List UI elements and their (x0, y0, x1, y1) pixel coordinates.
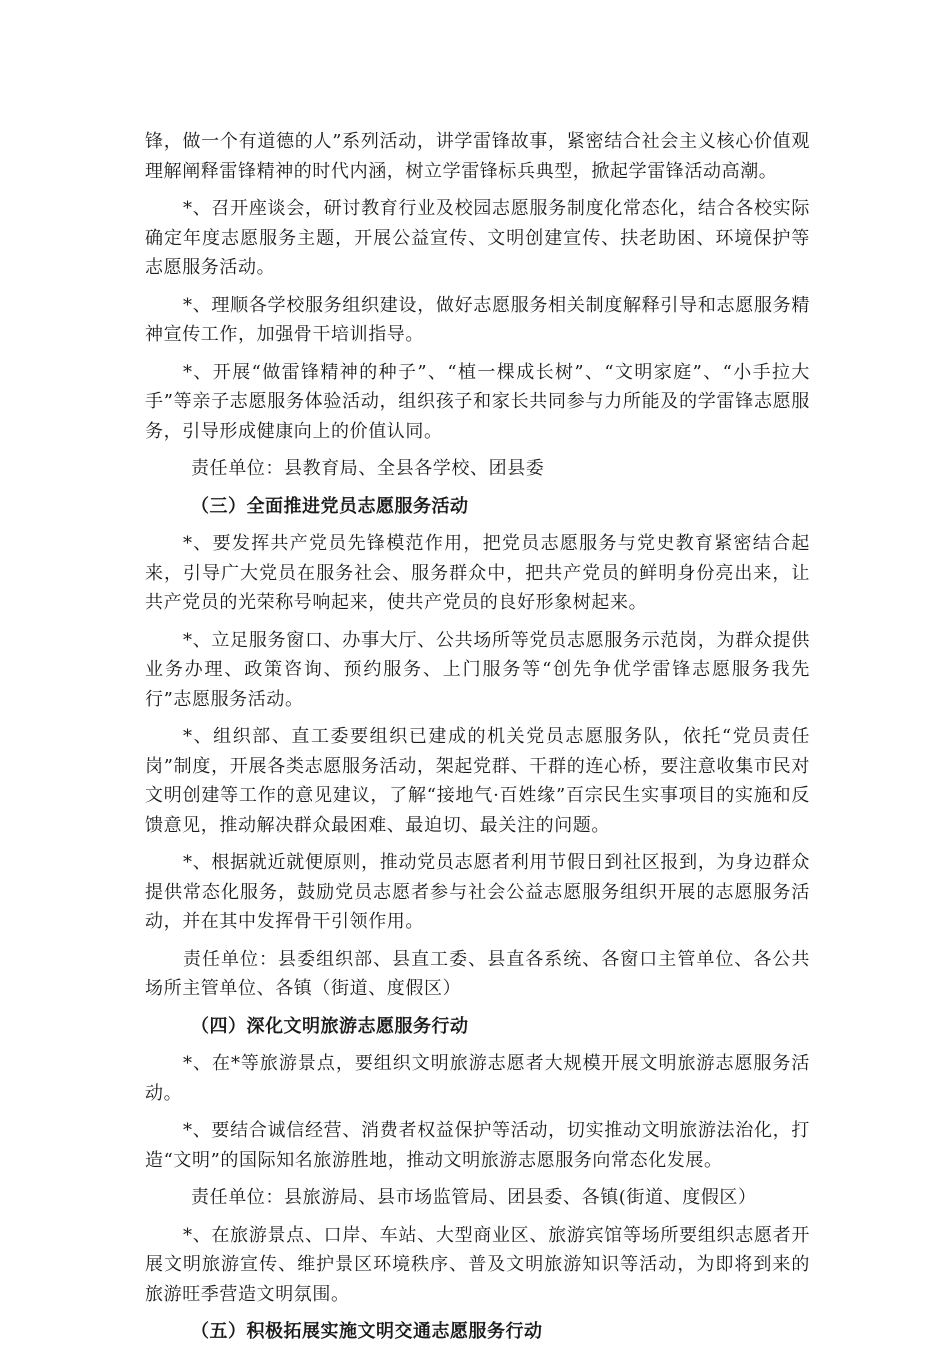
document-body (145, 127, 810, 1355)
paragraph: 锋，做一个有道德的人”系列活动，讲学雷锋故事，紧密结合社会主义核心价值观理解阐释雷锋精神的时代内涵，树立学雷锋标兵典型，掀起学雷锋活动高潮。 (145, 131, 810, 182)
paragraph: *、要结合诚信经营、消费者权益保护等活动，切实推动文明旅游法治化，打造“文明”的国际知名旅游胜地，推动文明旅游志愿服务向常态化发展。 (145, 1120, 810, 1171)
paragraph: *、要发挥共产党员先锋模范作用，把党员志愿服务与党史教育紧密结合起来，引导广大党员在服务社会、服务群众中，把共产党员的鲜明身份亮出来，让共产党员的光荣称号响起来，使共产党员的良好形象树起来。 (145, 533, 810, 613)
section-heading: （三）全面推进党员志愿服务活动 (191, 495, 469, 517)
paragraph: *、召开座谈会，研讨教育行业及校园志愿服务制度化常态化，结合各校实际确定年度志愿服务主题，开展公益宣传、文明创建宣传、扶老助困、环境保护等志愿服务活动。 (145, 198, 810, 278)
responsible-units: 责任单位：县教育局、全县各学校、团县委 (191, 458, 545, 479)
responsible-units: 责任单位：县旅游局、县市场监管局、团县委、各镇(街道、度假区） (191, 1187, 757, 1208)
paragraph: *、根据就近就便原则，推动党员志愿者利用节假日到社区报到，为身边群众提供常态化服务，鼓励党员志愿者参与社会公益志愿服务组织开展的志愿服务活动，并在其中发挥骨干引领作用。 (145, 852, 810, 932)
paragraph: *、在*等旅游景点，要组织文明旅游志愿者大规模开展文明旅游志愿服务活动。 (145, 1053, 810, 1104)
paragraph: *、在旅游景点、口岸、车站、大型商业区、旅游宾馆等场所要组织志愿者开展文明旅游宣传、维护景区环境秩序、普及文明旅游知识等活动，为即将到来的旅游旺季营造文明氛围。 (145, 1224, 810, 1305)
paragraph: *、立足服务窗口、办事大厅、公共场所等党员志愿服务示范岗，为群众提供业务办理、政策咨询、预约服务、上门服务等“创先争优学雷锋志愿服务我先行”志愿服务活动。 (145, 629, 810, 710)
section-heading: （四）深化文明旅游志愿服务行动 (191, 1015, 469, 1037)
paragraph: *、理顺各学校服务组织建设，做好志愿服务相关制度解释引导和志愿服务精神宣传工作，加强骨干培训指导。 (145, 294, 810, 345)
responsible-units: 责任单位：县委组织部、县直工委、县直各系统、各窗口主管单位、各公共场所主管单位、各镇（街道、度假区） (145, 948, 810, 999)
paragraph: *、组织部、直工委要组织已建成的机关党员志愿服务队，依托“党员责任岗”制度，开展各类志愿服务活动，架起党群、干群的连心桥，要注意收集市民对文明创建等工作的意见建议，了解“接地气·百姓缘”百宗民生实事项目的实施和反馈意见，推动解决群众最困难、最迫切、最关注的问题。 (145, 726, 810, 836)
paragraph: *、开展“做雷锋精神的种子”、“植一棵成长树”、“文明家庭”、“小手拉大手”等亲子志愿服务体验活动，组织孩子和家长共同参与力所能及的学雷锋志愿服务，引导形成健康向上的价值认同。 (145, 361, 810, 442)
section-heading: （五）积极拓展实施文明交通志愿服务行动 (191, 1321, 543, 1342)
